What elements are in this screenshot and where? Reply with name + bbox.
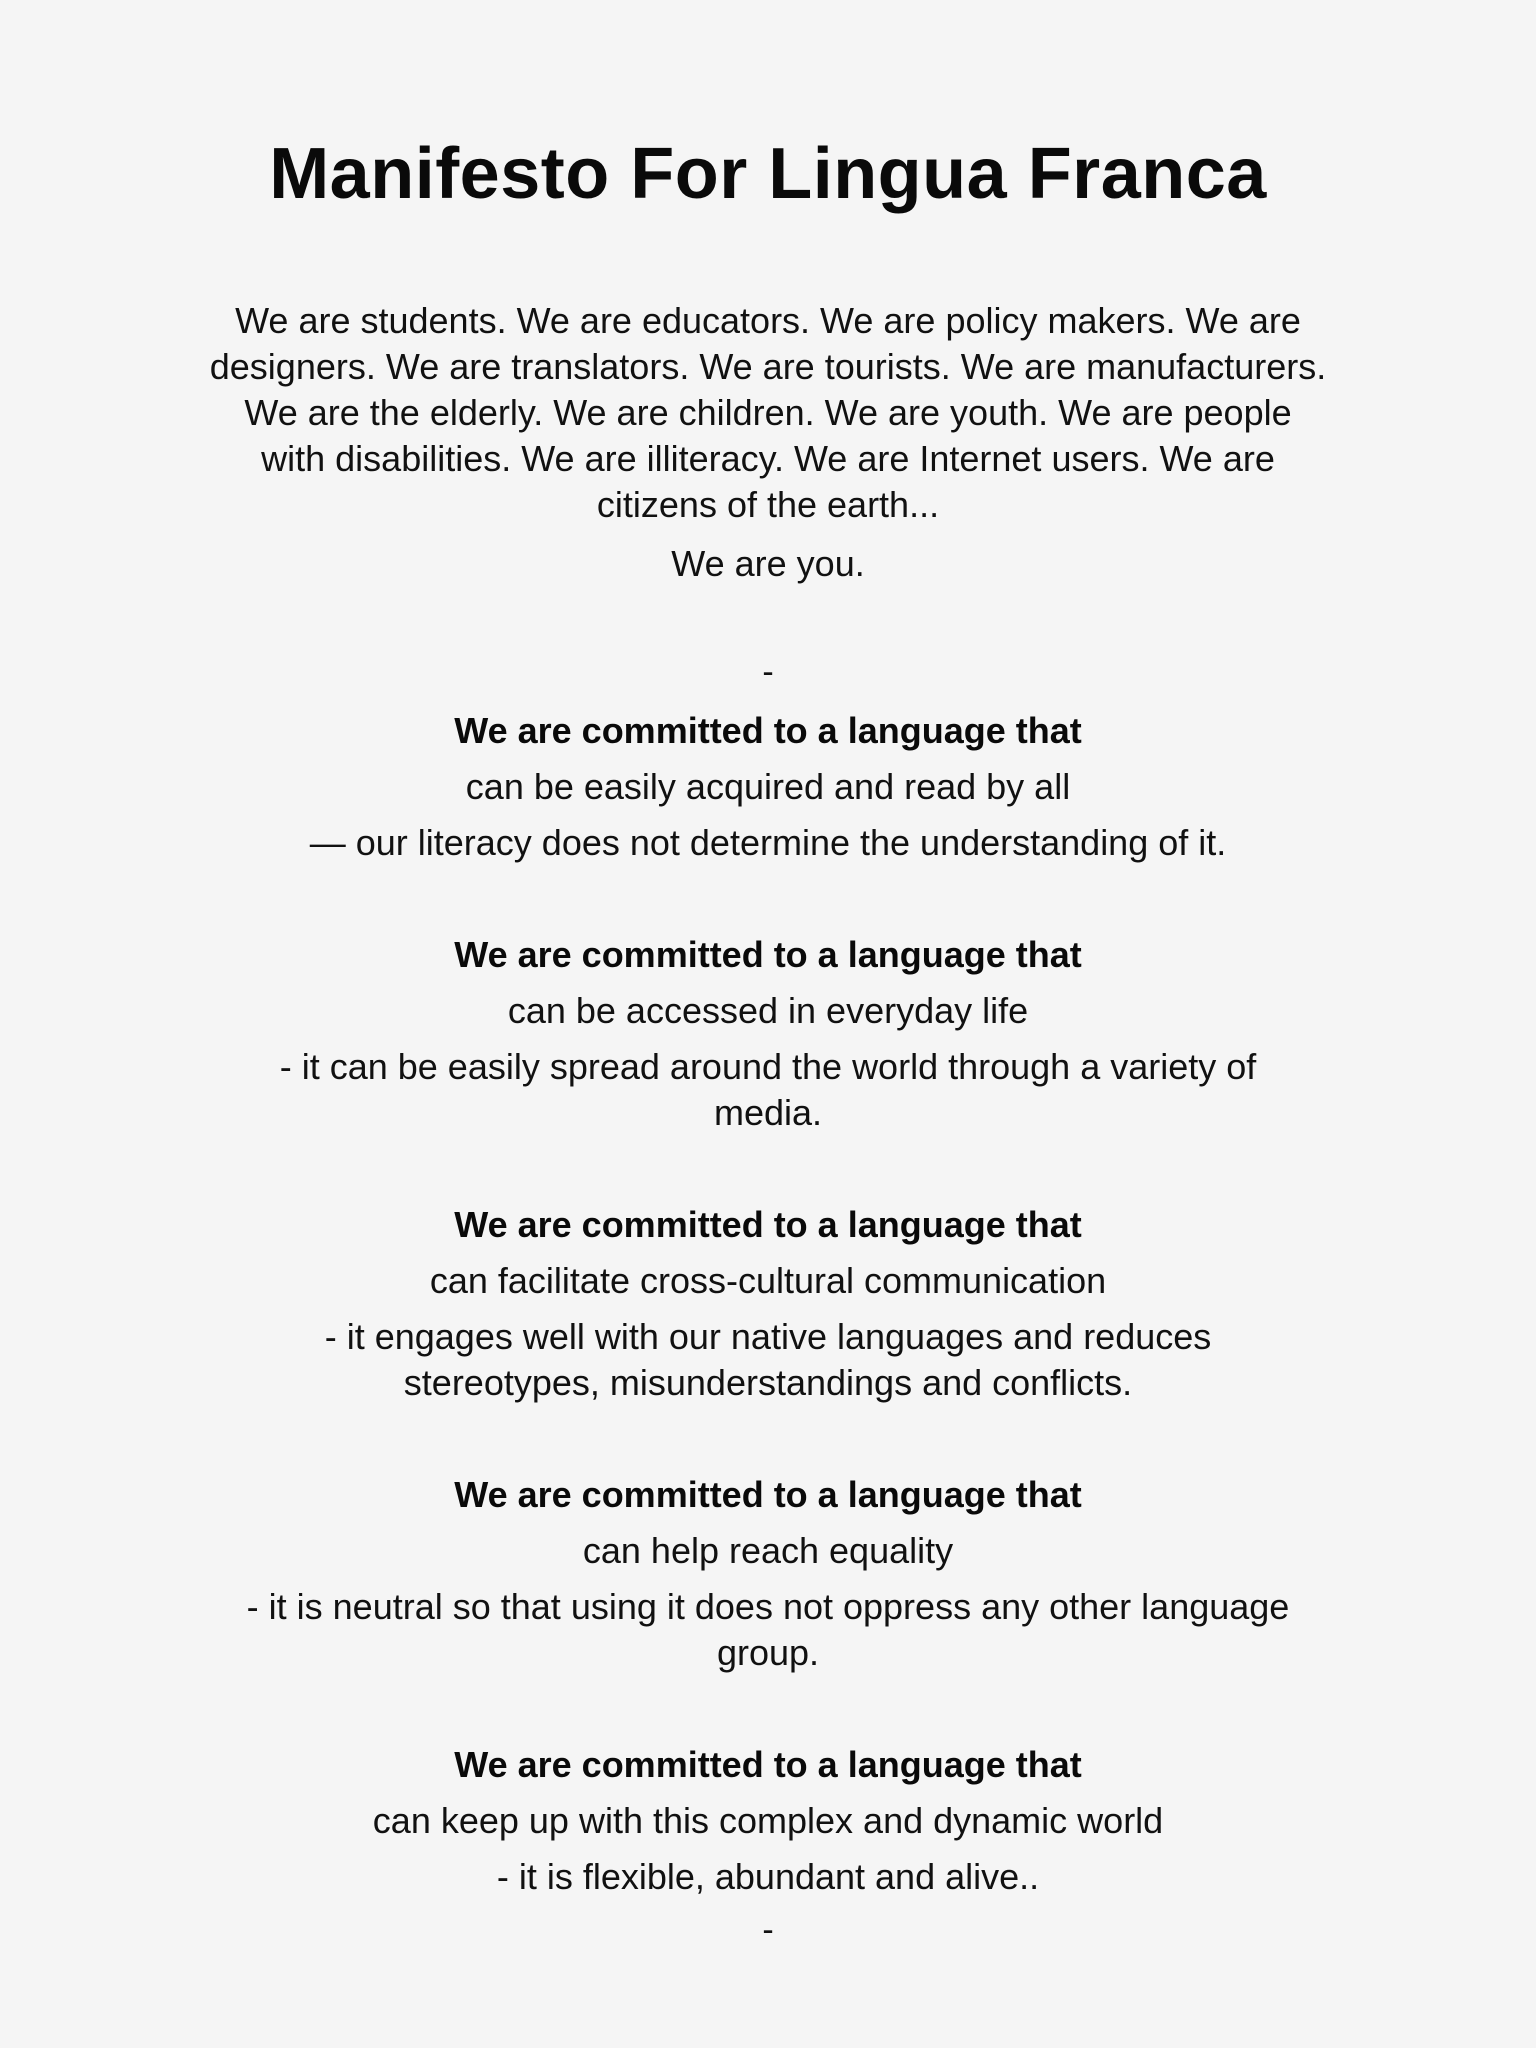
commitment-section — [228, 932, 1308, 1136]
commitment-claim: can keep up with this complex and dynamic world — [372, 1800, 1164, 1841]
commitment-claim: can be easily acquired and read by all — [465, 766, 1071, 807]
commitment-section — [228, 1742, 1308, 1900]
commitment-heading: We are committed to a language that — [454, 934, 1082, 975]
commitment-reason: - it is flexible, abundant and alive.. — [496, 1856, 1040, 1897]
commitment-heading: We are committed to a language that — [454, 1204, 1082, 1245]
commitment-reason: - it engages well with our native languages and reduces stereotypes, misunderstandings and conflicts. — [324, 1316, 1212, 1403]
intro-closing: We are you. — [671, 543, 865, 584]
commitment-section — [228, 1202, 1308, 1406]
commitment-reason: - it can be easily spread around the world through a variety of media. — [279, 1046, 1257, 1133]
commitment-heading: We are committed to a language that — [454, 1474, 1082, 1515]
page-title: Manifesto For Lingua Franca — [269, 134, 1267, 214]
commitment-section — [228, 708, 1308, 866]
commitment-claim: can help reach equality — [582, 1530, 954, 1571]
separator-bottom: - — [762, 1911, 774, 1949]
commitment-claim: can be accessed in everyday life — [507, 990, 1029, 1031]
intro-paragraph: We are students. We are educators. We are policy makers. We are designers. We are translators. We are tourists. We are manufacturers. We are the elderly. We are children. We are youth. We are people with disabilities. We are illiteracy. We are Internet users. We are citizens of the earth... — [209, 300, 1327, 525]
commitment-reason: — our literacy does not determine the understanding of it. — [309, 822, 1227, 863]
commitment-heading: We are committed to a language that — [454, 1744, 1082, 1785]
commitment-heading: We are committed to a language that — [454, 710, 1082, 751]
separator-top: - — [762, 653, 774, 691]
commitment-reason: - it is neutral so that using it does not oppress any other language group. — [246, 1586, 1290, 1673]
commitment-section — [228, 1472, 1308, 1676]
commitment-claim: can facilitate cross-cultural communication — [429, 1260, 1107, 1301]
